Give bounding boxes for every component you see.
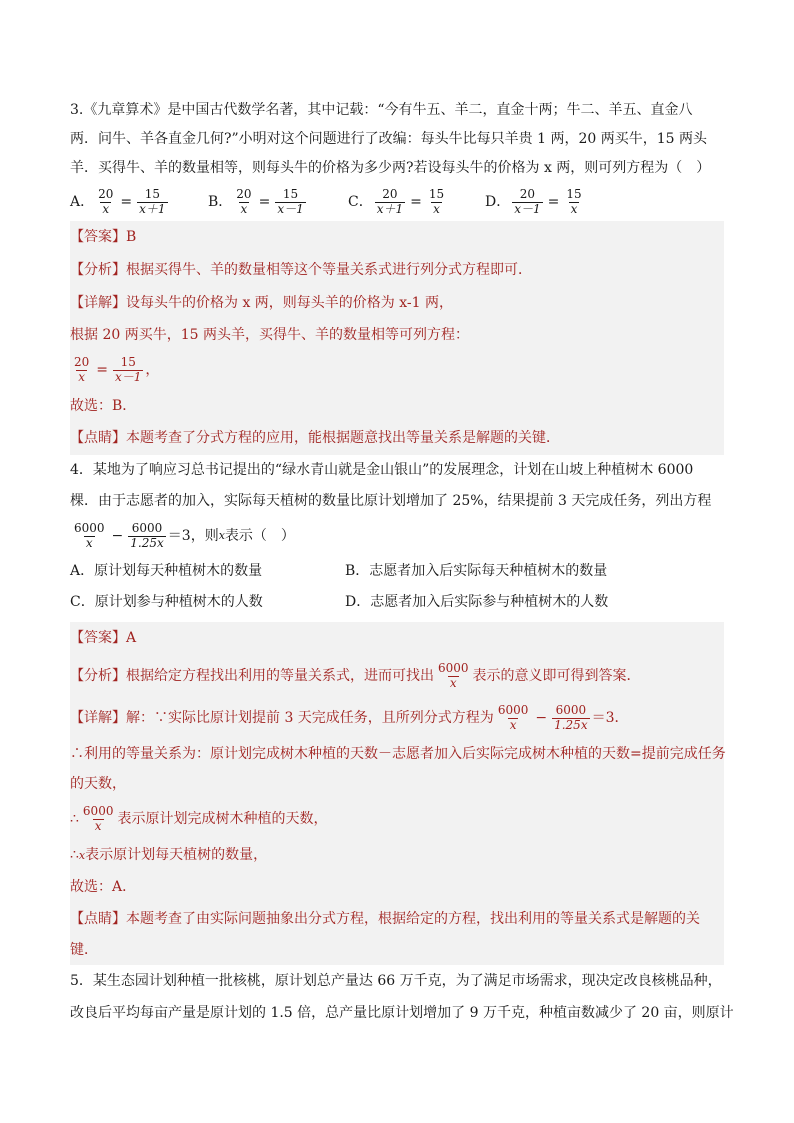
q4-comment-line-2: 键． <box>70 942 98 958</box>
q3-line-2: 两．问牛、羊各直金几何?”小明对这个问题进行了改编：每头牛比每只羊贵 1 两，20 两买牛，15 两头 <box>70 131 707 147</box>
equals-sign: = <box>96 362 109 378</box>
answer-tag: 【答案】 <box>70 630 126 646</box>
therefore-sign: ∴ <box>70 847 79 863</box>
denominator: x <box>570 201 578 216</box>
q4-detail-line-5 <box>70 839 724 871</box>
option-label: D． <box>485 194 511 210</box>
numerator: 6000 <box>497 703 529 718</box>
denominator: x <box>94 818 102 833</box>
denominator: x＋1 <box>139 201 166 216</box>
numerator: 6000 <box>555 703 587 718</box>
q4-option-d: D．志愿者加入后实际参与种植树木的人数 <box>345 594 609 610</box>
answer-value: B <box>126 229 137 245</box>
equals-sign: = <box>547 194 560 210</box>
numerator: 20 <box>236 187 252 202</box>
fraction <box>234 188 253 215</box>
q3-analysis <box>70 254 724 287</box>
q3-choose: 故选：B． <box>70 398 137 414</box>
q4-line-2: 棵．由于志愿者的加入，实际每天植树的数量比原计划增加了 25%，结果提前 3 天完成任务，列出方程 <box>70 493 712 509</box>
analysis-tag: 【分析】 <box>70 262 126 278</box>
q4-option-c: C．原计划参与种植树木的人数 <box>70 594 263 610</box>
fraction <box>72 522 107 549</box>
denominator: x <box>509 717 517 732</box>
therefore-sign: ∴ <box>70 811 79 827</box>
equals-sign: = <box>120 194 133 210</box>
q3-options <box>70 183 724 221</box>
denominator: x <box>240 201 248 216</box>
fraction <box>512 188 542 215</box>
q4-options-row-2 <box>70 587 724 618</box>
equals-sign: = <box>258 194 271 210</box>
numerator: 20 <box>519 187 536 202</box>
q4-line-1: 4．某地为了响应习总书记提出的“绿水青山就是金山银山”的发展理念，计划在山坡上种植树木 6000 <box>70 462 694 478</box>
detail-eq-rhs: ＝3． <box>591 710 629 726</box>
detail-text: 设每头牛的价格为 x 两，则每头羊的价格为 x-1 两， <box>126 295 453 311</box>
detail-line-5-text: 表示原计划每天植树的数量， <box>85 847 268 863</box>
comment-text: 本题考查了由实际问题抽象出分式方程，根据给定的方程，找出利用的等量关系式是解题的关 <box>126 911 700 927</box>
minus-sign: − <box>111 528 124 544</box>
numerator: 15 <box>120 355 136 370</box>
analysis-text-post: 表示的意义即可得到答案． <box>472 668 641 684</box>
q3-line-1: 3.《九章算术》是中国古代数学名著，其中记载：“今有牛五、羊二，直金十两；牛二、羊五、直金八 <box>70 102 693 118</box>
denominator: x <box>78 369 86 384</box>
q3-detail-equation <box>70 350 724 390</box>
q3-solution-block <box>70 221 724 455</box>
q3-option-b <box>208 182 348 222</box>
numerator: 20 <box>98 187 114 202</box>
fraction <box>81 805 116 832</box>
fraction <box>128 522 166 549</box>
numerator: 6000 <box>74 521 105 536</box>
numerator: 6000 <box>438 661 469 676</box>
detail-tag: 【详解】 <box>70 710 126 726</box>
fraction <box>375 188 405 215</box>
fraction <box>113 356 143 383</box>
q4-option-a: A．原计划每天种植树木的数量 <box>70 563 263 579</box>
fraction <box>564 188 583 215</box>
equation-tail: 表示（ ） <box>224 528 295 544</box>
q3-comment <box>70 422 724 455</box>
q4-analysis <box>70 655 724 697</box>
denominator: x＋1 <box>376 201 404 216</box>
numerator: 6000 <box>131 521 163 536</box>
detail-tag: 【详解】 <box>70 295 126 311</box>
fraction <box>496 704 531 731</box>
q3-detail-line-2: 根据 20 两买牛，15 两头羊，买得牛、羊的数量相等可列方程： <box>70 327 469 343</box>
option-label: B． <box>208 194 233 210</box>
numerator: 15 <box>144 187 160 202</box>
comment-tag: 【点睛】 <box>70 911 126 927</box>
numerator: 15 <box>428 187 445 202</box>
numerator: 6000 <box>82 804 114 819</box>
option-label: A． <box>70 194 95 210</box>
analysis-text: 根据买得牛、羊的数量相等这个等量关系式进行列分式方程即可． <box>126 262 532 278</box>
q4-option-b: B．志愿者加入后实际每天种植树木的数量 <box>345 563 608 579</box>
fraction <box>96 188 115 215</box>
q4-equation-line <box>70 516 724 556</box>
denominator: x <box>85 535 93 550</box>
analysis-tag: 【分析】 <box>70 668 126 684</box>
q5-line-1: 5．某生态园计划种植一批核桃，原计划总产量达 66 万千克，为了满足市场需求，现决定改良核桃品种， <box>70 973 722 989</box>
option-label: C． <box>348 194 373 210</box>
numerator: 15 <box>566 187 582 202</box>
q4-choose: 故选：A． <box>70 879 137 895</box>
variable-x: x <box>218 529 225 542</box>
q3-option-a <box>70 182 208 222</box>
analysis-text-pre: 根据给定方程找出利用的等量关系式，进而可找出 <box>126 668 434 684</box>
fraction <box>275 188 305 215</box>
detail-text-pre: 解：∵实际比原计划提前 3 天完成任务，且所列分式方程为 <box>126 710 494 726</box>
fraction <box>72 356 91 383</box>
q3-option-c <box>348 182 485 222</box>
fraction <box>436 662 471 689</box>
comment-tag: 【点睛】 <box>70 430 126 446</box>
denominator: x－1 <box>277 201 304 216</box>
document-content <box>70 96 734 1028</box>
equation-rhs: ＝3，则 <box>167 528 219 544</box>
answer-tag: 【答案】 <box>70 229 126 245</box>
q4-solution-block <box>70 622 724 965</box>
numerator: 20 <box>382 187 398 202</box>
q5-line-2: 改良后平均每亩产量是原计划的 1.5 倍，总产量比原计划增加了 9 万千克，种植亩数减少了 20 亩，则原计 <box>70 1005 734 1021</box>
minus-sign: − <box>535 710 548 726</box>
fraction <box>552 704 590 731</box>
fraction <box>427 188 446 215</box>
detail-line-4-text: 表示原计划完成树木种植的天数， <box>117 811 328 827</box>
answer-value: A <box>126 630 137 646</box>
numerator: 15 <box>282 187 299 202</box>
fraction <box>137 188 167 215</box>
q4-comment <box>70 903 724 935</box>
denominator: x <box>102 201 110 216</box>
numerator: 20 <box>74 355 90 370</box>
denominator: x <box>449 675 457 690</box>
q3-option-d <box>485 182 625 222</box>
q4-detail-line-4 <box>70 799 724 839</box>
q3-answer <box>70 221 724 254</box>
q4-detail-line-2: ∴利用的等量关系为：原计划完成树木种植的天数－志愿者加入后实际完成树木种植的天数=提前完成任务 <box>70 746 726 762</box>
comment-text: 本题考查了分式方程的应用，能根据题意找出等量关系是解题的关键． <box>126 430 560 446</box>
equals-sign: = <box>410 194 422 210</box>
q4-detail-line-3: 的天数， <box>70 776 126 792</box>
denominator: x－1 <box>115 369 142 384</box>
denominator: 1.25x <box>130 535 164 550</box>
denominator: 1.25x <box>554 717 588 732</box>
variable-x: x <box>78 849 86 862</box>
q4-detail <box>70 697 724 739</box>
equation-tail: ， <box>145 362 160 378</box>
denominator: x <box>433 201 440 216</box>
q3-line-3: 羊．买得牛、羊的数量相等，则每头牛的价格为多少两?若设每头牛的价格为 x 两，则可列方程为（ ） <box>70 160 711 176</box>
q4-options-row-1 <box>70 556 724 587</box>
q4-answer <box>70 622 724 655</box>
q3-detail <box>70 287 724 320</box>
denominator: x－1 <box>514 201 541 216</box>
